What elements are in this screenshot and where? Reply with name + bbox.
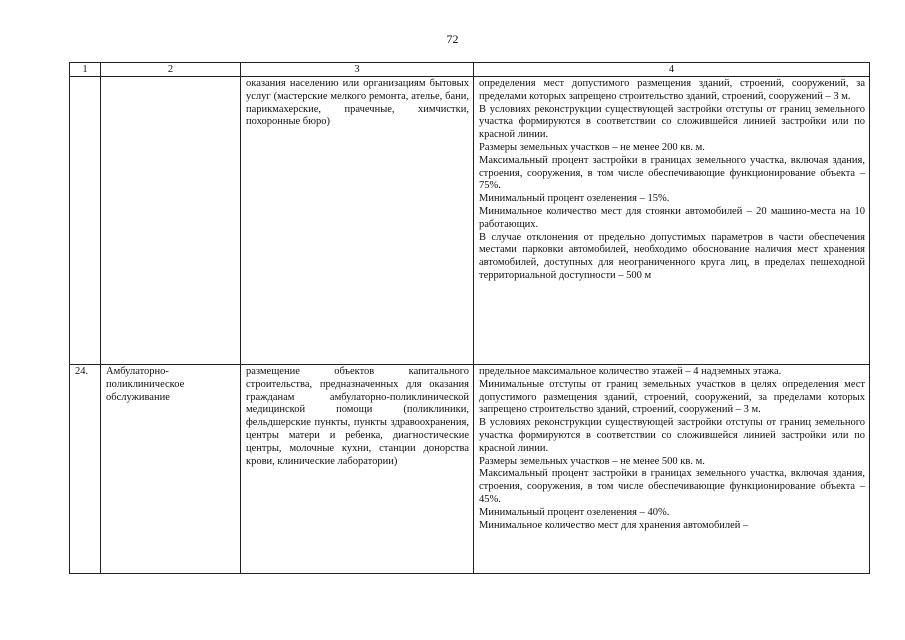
parameter-text: В случае отклонения от предельно допустимых параметров в части обеспечения местами парковки автомобилей, необходимо обоснование наличия мест хранения автомобилей, доступных для неограниченного круга лиц, в пределах пешеходной территориальной доступности – 500 м bbox=[479, 231, 865, 281]
parameter-text: В условиях реконструкции существующей застройки отступы от границ земельного участка формируются в соответствии со сложившейся линией застройки или по красной линии. bbox=[479, 417, 865, 454]
parameter-text: Размеры земельных участков – не менее 500 кв. м. bbox=[479, 455, 705, 467]
use-type-name bbox=[101, 77, 241, 365]
parameter-text: Максимальный процент застройки в границах земельного участка, включая здания, строения, сооружения, в том числе обеспечивающие функционирование объекта – 75%. bbox=[479, 154, 865, 192]
row-number: 24. bbox=[70, 365, 101, 574]
parameters-cell bbox=[474, 365, 870, 574]
parameter-text: определения мест допустимого размещения зданий, строений, сооружений, за пределами которых запрещено строительство зданий, строений, сооружений – 3 м. bbox=[479, 78, 865, 102]
header-col-4: 4 bbox=[474, 63, 870, 77]
parameters-cell bbox=[474, 77, 870, 365]
parameter-text: Минимальный процент озеленения – 15%. bbox=[479, 193, 670, 205]
description-text: оказания населению или организациям бытовых услуг (мастерские мелкого ремонта, ателье, бани, парикмахерские, прачечные, химчистки, похоронные бюро) bbox=[246, 78, 469, 128]
page-number: 72 bbox=[446, 32, 459, 46]
regulations-table bbox=[69, 62, 870, 574]
use-type-description bbox=[241, 365, 474, 574]
table-row bbox=[70, 365, 870, 574]
header-col-1: 1 bbox=[70, 63, 101, 77]
parameter-text: Минимальное количество мест для хранения автомобилей – bbox=[479, 519, 749, 531]
row-number bbox=[70, 77, 101, 365]
parameter-text: Минимальные отступы от границ земельных участков в целях определения мест допустимого размещения зданий, строений, сооружений, за пределами которых запрещено строительство зданий, строений, сооружений – 3 м. bbox=[479, 378, 865, 416]
table-row bbox=[70, 77, 870, 365]
header-col-3: 3 bbox=[241, 63, 474, 77]
description-text: размещение объектов капитального строительства, предназначенных для оказания гражданам амбулаторно-поликлинической медицинской помощи (поликлиники, фельдшерские пункты, пункты здравоохранения, центры матери и ребенка, диагностические центры, молочные кухни, станции донорства крови, клинические лаборатории) bbox=[246, 366, 469, 467]
header-col-2: 2 bbox=[101, 63, 241, 77]
parameter-text: Минимальное количество мест для стоянки автомобилей – 20 машино-места на 10 работающих. bbox=[479, 205, 865, 230]
parameter-text: Максимальный процент застройки в границах земельного участка, включая здания, строения, сооружения, в том числе обеспечивающие функционирование объекта – 45%. bbox=[479, 468, 865, 505]
parameter-text: Минимальный процент озеленения – 40%. bbox=[479, 506, 670, 518]
parameter-text: В условиях реконструкции существующей застройки отступы от границ земельного участка формируются в соответствии со сложившейся линией застройки или по красной линии. bbox=[479, 103, 865, 141]
table-header-row bbox=[70, 63, 870, 77]
parameter-text: Размеры земельных участков – не менее 200 кв. м. bbox=[479, 141, 705, 153]
parameter-text: предельное максимальное количество этажей – 4 надземных этажа. bbox=[479, 366, 782, 377]
use-type-name: Амбулаторно-поликлиническое обслуживание bbox=[101, 365, 241, 574]
use-type-description bbox=[241, 77, 474, 365]
